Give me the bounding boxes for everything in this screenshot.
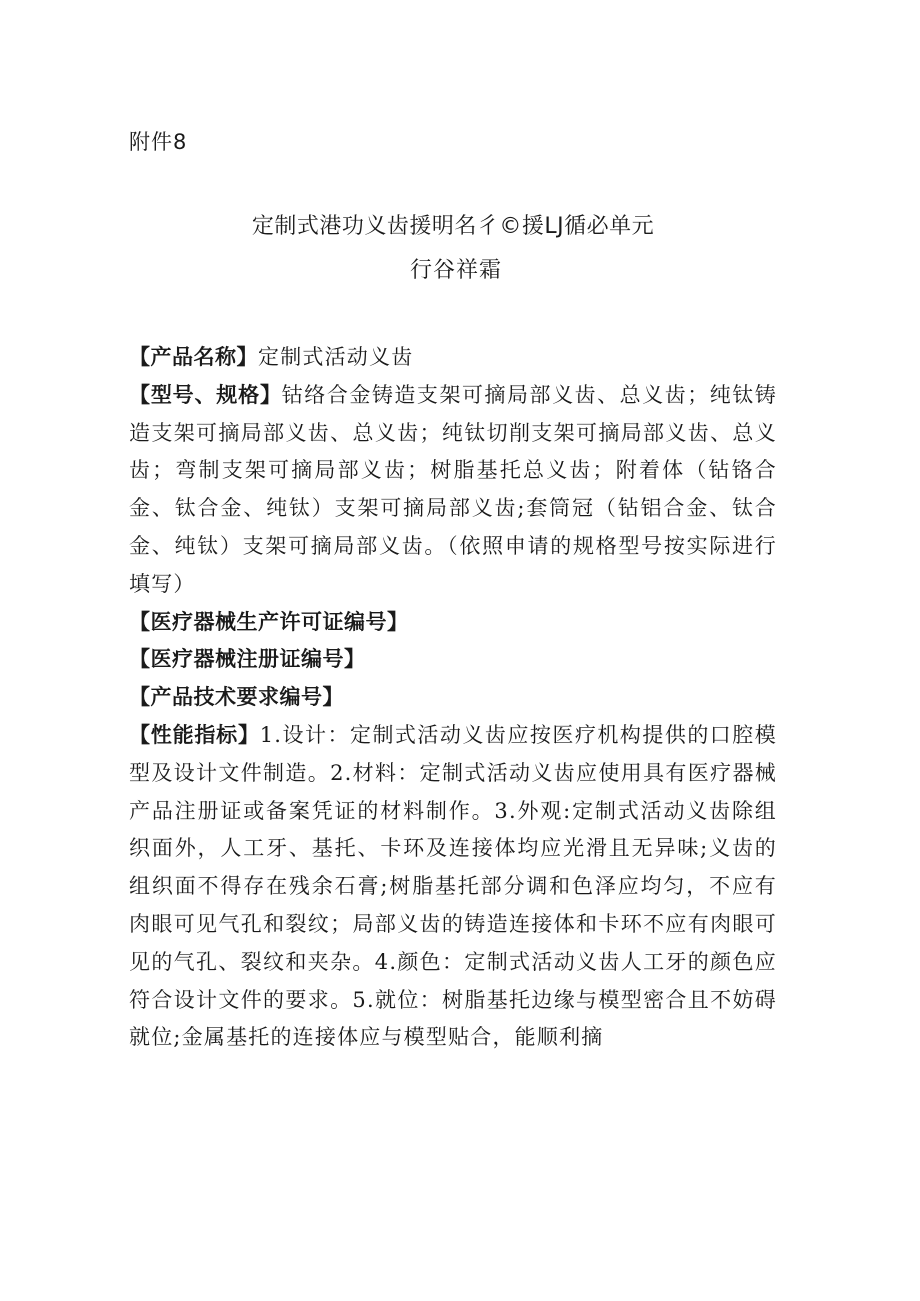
document-title-line-2: 行谷祥霜	[409, 258, 502, 283]
section-technical-requirement	[129, 679, 777, 717]
section-text: 定制式活动义齿	[258, 345, 414, 369]
section-performance-indicators	[129, 717, 777, 1057]
attachment-label: 附件8	[129, 130, 188, 154]
section-production-license	[129, 604, 777, 642]
document-body	[129, 339, 777, 1057]
section-product-name	[129, 339, 777, 377]
section-label: 【医疗器械生产许可证编号】	[129, 609, 409, 634]
section-label: 【医疗器械注册证编号】	[129, 647, 366, 672]
section-label: 【型号、规格】	[129, 382, 282, 407]
section-label: 【产品技术要求编号】	[129, 685, 344, 710]
section-text: 1.设计：定制式活动义齿应按医疗机构提供的口腔模型及设计文件制造。2.材料：定制式活动义齿应使用具有医疗器械产品注册证或备案凭证的材料制作。3.外观:定制式活动义齿除组织面外，人工牙、基托、卡环及连接体均应光滑且无异味;义齿的组织面不得存在残余石膏;树脂基托部分调和色泽应均匀，不应有肉眼可见气孔和裂纹；局部义齿的铸造连接体和卡环不应有肉眼可见的气孔、裂纹和夹杂。4.颜色：定制式活动义齿人工牙的颜色应符合设计文件的要求。5.就位：树脂基托边缘与模型密合且不妨碍就位;金属基托的连接体应与模型贴合，能顺利摘	[129, 722, 777, 1050]
section-label: 【性能指标】	[129, 722, 260, 747]
document-title-line-1: 定制式港功义齿援明名彳©援LJ循必单元	[251, 214, 655, 239]
section-registration-certificate	[129, 641, 777, 679]
section-model-spec	[129, 377, 777, 604]
section-text: 钴络合金铸造支架可摘局部义齿、总义齿；纯钛铸造支架可摘局部义齿、总义齿；纯钛切削支架可摘局部义齿、总义齿；弯制支架可摘局部义齿；树脂基托总义齿；附着体（钻铬合金、钛合金、纯钛）支架可摘局部义齿;套筒冠（钻铝合金、钛合金、纯钛）支架可摘局部义齿。（依照申请的规格型号按实际进行填写）	[129, 382, 777, 596]
section-label: 【产品名称】	[129, 345, 258, 369]
